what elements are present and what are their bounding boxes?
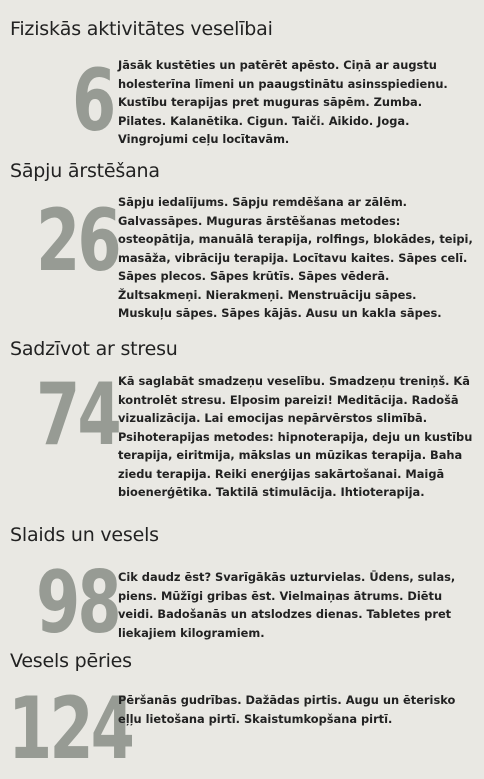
page-number: 74: [36, 365, 119, 465]
page-number: 124: [8, 679, 132, 779]
section-title: Fiziskās aktivitātes veselībai: [10, 18, 273, 40]
section-description: Pēršanās gudrības. Dažādas pirtis. Augu un ēterisko eļļu lietošana pirtī. Skaistumkopšana pirtī.: [118, 693, 456, 726]
page-number: 98: [36, 553, 119, 653]
page-number: 26: [36, 191, 119, 291]
section-description: Cik daudz ēst? Svarīgākās uzturvielas. Ūdens, sulas, piens. Mūžīgi gribas ēst. Vielmaiņas ātrums. Diētu veidi. Badošanās un atslodzes dienas. Tabletes pret liekajiem kilogramiem.: [118, 570, 456, 640]
section-title: Vesels pēries: [10, 650, 132, 672]
section-title: Sāpju ārstēšana: [10, 160, 160, 182]
section-description: Sāpju iedalījums. Sāpju remdēšana ar zālēm. Galvassāpes. Muguras ārstēšanas metodes: osteopātija, manuālā terapija, rolfings, blokādes, teipi, masāža, vibrāciju terapija. Locītavu kaites. Sāpes celī. Sāpes plecos. Sāpes krūtīs. Sāpes vēderā. Žultsakmeņi. Nierakmeņi. Menstruāciju sāpes. Muskuļu sāpes. Sāpes kājās. Ausu un kakla sāpes.: [118, 195, 473, 320]
page-number: 6: [72, 51, 114, 151]
section-title: Sadzīvot ar stresu: [10, 338, 178, 360]
section-title: Slaids un vesels: [10, 524, 159, 546]
section-description: Kā saglabāt smadzeņu veselību. Smadzeņu treniņš. Kā kontrolēt stresu. Elposim pareizi! Meditācija. Radošā vizualizācija. Lai emocijas nepārvērstos slimībā. Psihoterapijas metodes: hipnoterapija, deju un kustību terapija, eiritmija, mākslas un mūzikas terapija. Baha ziedu terapija. Reiki enerģijas sakārtošanai. Maigā bioenerģētika. Taktilā stimulācija. Ihtioterapija.: [118, 374, 473, 499]
section-description: Jāsāk kustēties un patērēt apēsto. Ciņā ar augstu holesterīna līmeni un paaugstinātu asinsspiedienu. Kustību terapijas pret muguras sāpēm. Zumba. Pilates. Kalanētika. Cigun. Taiči. Aikido. Joga. Vingrojumi ceļu locītavām.: [118, 58, 448, 146]
